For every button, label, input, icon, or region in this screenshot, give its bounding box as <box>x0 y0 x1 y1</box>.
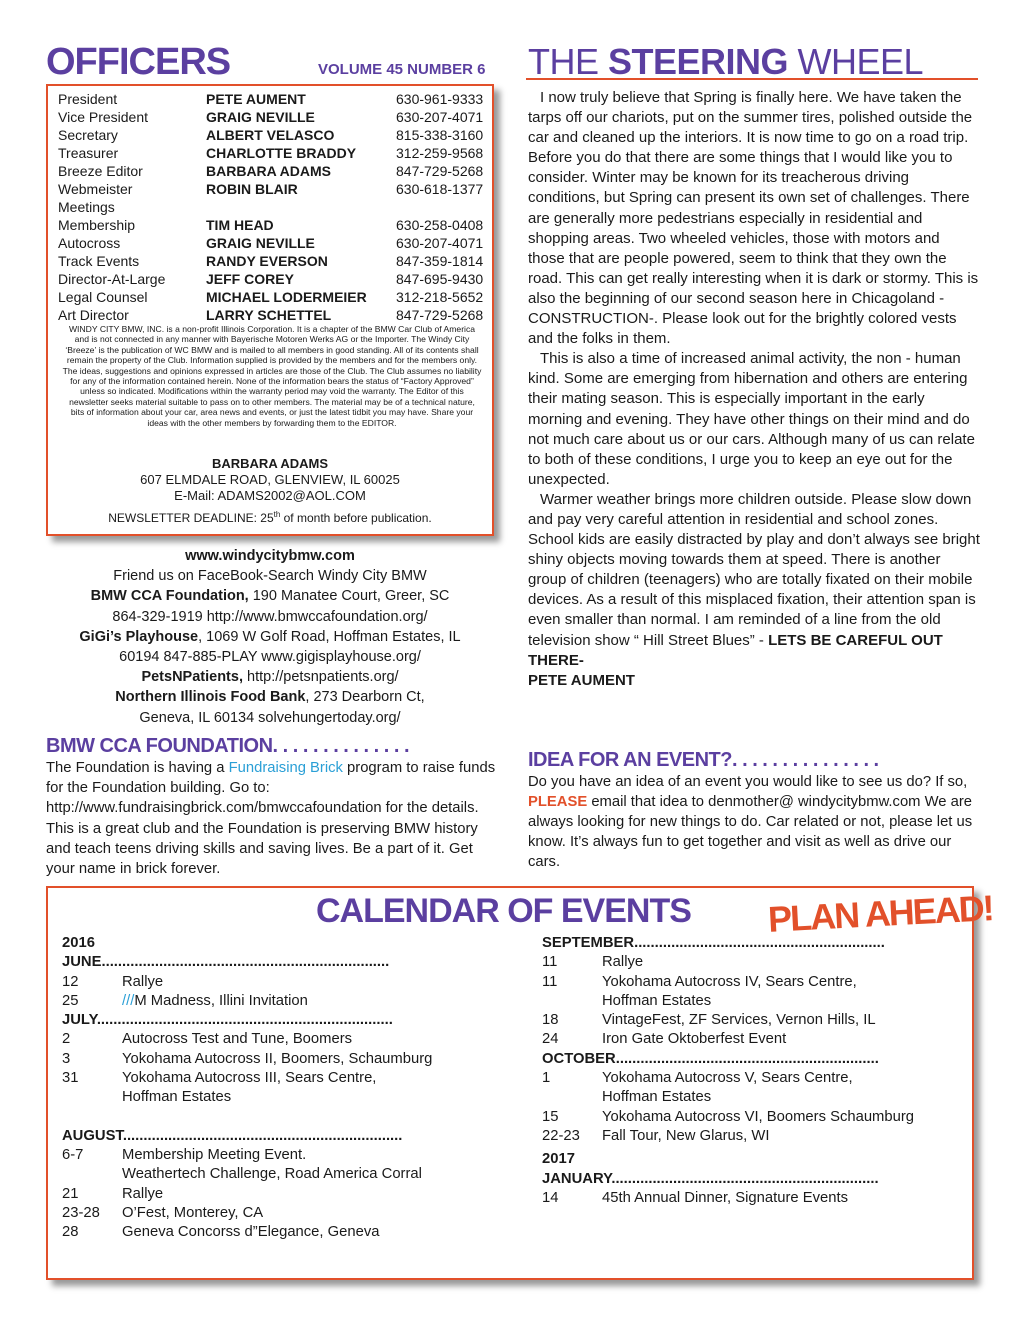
calendar-event-row <box>542 953 962 972</box>
event-name: Membership Meeting Event. <box>122 1146 307 1163</box>
officer-phone: 847-695-9430 <box>396 271 484 287</box>
steering-wheel-article <box>528 88 980 691</box>
facebook-line: Friend us on FaceBook-Search Windy City BMW <box>113 568 427 585</box>
officer-phone: 312-259-9568 <box>396 145 484 161</box>
idea-text: Do you have an idea of an event you would like to see us do? If so, PLEASE email that idea to denmother@ windycitybmw.com We are always looking for new things to do. Car related or not, please let us know. It’s always fun to get together and visit as well as drive our cars. <box>528 774 973 871</box>
gigi-address: , 1069 W Golf Road, Hoffman Estates, IL <box>198 628 461 645</box>
officer-name: GRAIG NEVILLE <box>206 235 315 251</box>
event-date: 18 <box>542 1012 559 1029</box>
calendar-event-row <box>62 1069 462 1088</box>
event-name: ///M Madness, Illini Invitation <box>122 992 308 1009</box>
calendar-event-row <box>542 1069 962 1088</box>
article-signature: PETE AUMENT <box>528 671 635 689</box>
event-date: 11 <box>542 973 558 990</box>
officer-name: PETE AUMENT <box>206 91 306 107</box>
officer-phone: 847-359-1814 <box>396 253 484 269</box>
officer-row <box>58 270 488 288</box>
links-block <box>46 546 494 728</box>
foundation-text: The Foundation is having a Fundraising Brick program to raise funds for the Foundation building. Go to: http://www.fundraisingbrick.com/bmwccafoundation for the details. This is a great club and the Foundation is preserving BMW history and teach teens driving skills and saving lives. Be a part of it. Get your name in brick forever. <box>46 760 496 878</box>
officer-role: Webmeister <box>58 181 133 197</box>
event-date: 31 <box>62 1070 79 1087</box>
officer-phone: 630-961-9333 <box>396 91 484 107</box>
officer-row <box>58 234 488 252</box>
calendar-event-row <box>62 1030 462 1049</box>
calendar-month-september: SEPTEMBER............................................................. <box>542 935 885 951</box>
event-name: Yokohama Autocross VI, Boomers Schaumburg <box>602 1108 914 1125</box>
foundation-contact: 864-329-1919 http://www.bmwccafoundation.org/ <box>112 608 428 625</box>
calendar-event-row <box>62 1185 462 1204</box>
foundation-title: BMW CCA FOUNDATION. . . . . . . . . . . . . . <box>46 735 410 757</box>
officer-role: Meetings <box>58 199 115 215</box>
event-date: 11 <box>542 954 558 971</box>
event-name: Rallye <box>602 954 644 971</box>
gigi-name: GiGi’s Playhouse <box>79 628 199 645</box>
website-link[interactable]: www.windycitybmw.com <box>185 548 355 564</box>
event-date: 21 <box>62 1185 79 1202</box>
event-name: Autocross Test and Tune, Boomers <box>122 1031 353 1048</box>
newsletter-deadline: NEWSLETTER DEADLINE: 25th of month before publication. <box>108 510 432 525</box>
volume-label: VOLUME 45 NUMBER 6 <box>318 61 486 78</box>
event-name: Iron Gate Oktoberfest Event <box>602 1031 787 1048</box>
calendar-event-row <box>62 1088 462 1107</box>
officer-role: Art Director <box>58 307 129 323</box>
plan-ahead-badge: PLAN AHEAD! <box>767 887 994 940</box>
officer-role: Track Events <box>58 253 140 269</box>
calendar-event-row <box>62 992 462 1011</box>
event-name: Fall Tour, New Glarus, WI <box>602 1127 770 1144</box>
calendar-title: CALENDAR OF EVENTS <box>316 892 691 930</box>
article-paragraph: Warmer weather brings more children outside. Please slow down and pay very careful attention in residential and school zones. School kids are easily distracted by play and don’t always see bright shiny objects moving towards them at speed. There is another group of children (teenagers) who are totally fixated on their mobile devices. As a result of this misplaced fixation, their attention span is even smaller than normal. I am reminded of a line from the old television show “ Hill Street Blues” - LETS BE CAREFUL OUT THERE- <box>528 490 980 669</box>
calendar-event-row <box>62 1223 462 1242</box>
event-date: 23-28 <box>62 1204 100 1221</box>
officer-name: CHARLOTTE BRADDY <box>206 145 357 161</box>
officer-role: President <box>58 91 118 107</box>
officer-name: ALBERT VELASCO <box>206 127 335 143</box>
event-date: 25 <box>62 992 79 1009</box>
officer-row <box>58 288 488 306</box>
officer-row <box>58 306 488 324</box>
officer-phone: 847-729-5268 <box>396 307 484 323</box>
pets-link[interactable]: http://petsnpatients.org/ <box>242 669 399 686</box>
calendar-event-row <box>542 973 962 992</box>
idea-title: IDEA FOR AN EVENT?. . . . . . . . . . . . . . . <box>528 749 879 771</box>
officer-name: BARBARA ADAMS <box>206 163 331 179</box>
calendar-month-june: JUNE...................................................................... <box>62 954 390 971</box>
event-name: Rallye <box>122 1185 164 1202</box>
food-bank-contact: Geneva, IL 60134 solvehungertoday.org/ <box>139 709 401 726</box>
event-name: VintageFest, ZF Services, Vernon Hills, IL <box>602 1012 876 1029</box>
article-paragraph: I now truly believe that Spring is finally here. We have taken the tarps off our chariots, put on the summer tires, polished outside the car and cleaned up the interiors. It is now time to go on a road trip. Before you do that there are some things that I would like you to consider. Winter may be known for its treacherous driving conditions, but Spring can present its own set of challenges. There are generally more pedestrians especially in residential and shopping areas. Two wheeled vehicles, those with motors and those that are people powered, seem to think that they own the road. This can get really interesting when it is dark or stormy. This is also the beginning of our second season here in Chicagoland - CONSTRUCTION-. Please look out for the brightly colored vests and the folks in them. <box>528 89 979 348</box>
calendar-right-column <box>542 934 962 1208</box>
event-date: 28 <box>62 1224 79 1241</box>
event-name: Hoffman Estates <box>602 1089 712 1106</box>
calendar-event-row <box>62 1146 462 1165</box>
calendar-event-row <box>62 1050 462 1069</box>
editor-address: 607 ELMDALE ROAD, GLENVIEW, IL 60025 <box>140 472 400 487</box>
calendar-event-row <box>542 1088 962 1107</box>
event-date: 2 <box>62 1031 71 1048</box>
calendar-event-row <box>542 1189 962 1208</box>
calendar-left-column <box>62 934 462 1242</box>
calendar-event-row <box>542 1108 962 1127</box>
officer-row <box>58 162 488 180</box>
calendar-event-row <box>62 1165 462 1184</box>
calendar-year: 2016 <box>62 935 95 951</box>
calendar-event-row <box>542 992 962 1011</box>
officer-row <box>58 108 488 126</box>
event-date: 12 <box>62 973 79 990</box>
editor-name: BARBARA ADAMS <box>211 456 329 471</box>
event-name: Yokohama Autocross IV, Sears Centre, <box>602 973 857 990</box>
editor-email: E-Mail: ADAMS2002@AOL.COM <box>174 488 366 503</box>
title-divider <box>526 78 978 80</box>
officer-phone: 815-338-3160 <box>396 127 484 143</box>
officer-name: RANDY EVERSON <box>206 253 328 269</box>
event-date: 6-7 <box>62 1146 84 1163</box>
officer-phone: 630-207-4071 <box>396 109 484 125</box>
officer-row <box>58 144 488 162</box>
officer-name: MICHAEL LODERMEIER <box>206 289 367 305</box>
event-date: 24 <box>542 1031 559 1048</box>
calendar-year: 2017 <box>542 1151 575 1168</box>
foundation-address: 190 Manatee Court, Greer, SC <box>248 588 450 605</box>
officer-row <box>58 90 488 108</box>
calendar-month-august: AUGUST.................................................................... <box>62 1127 403 1144</box>
foundation-name: BMW CCA Foundation, <box>90 588 249 605</box>
event-date: 15 <box>542 1108 559 1125</box>
food-bank-address: , 273 Dearborn Ct, <box>305 689 425 706</box>
officer-name: LARRY SCHETTEL <box>206 307 332 323</box>
officer-role: Director-At-Large <box>58 271 166 287</box>
event-name: Rallye <box>122 973 164 990</box>
calendar-event-row <box>542 1011 962 1030</box>
article-paragraph: This is also a time of increased animal activity, the non - human kind. Some are emerging from hibernation and others are entering their mating season. This is especially important in the early morning and evening. They have other things on their mind and do not much care about us or our cars. Although many of us can relate to both of these conditions, I urge you to keep an eye out for the unexpected. <box>528 350 975 488</box>
food-bank-name: Northern Illinois Food Bank <box>115 689 306 706</box>
officer-phone: 630-618-1377 <box>396 181 484 197</box>
officer-row <box>58 216 488 234</box>
fundraising-brick-link[interactable]: Fundraising Brick <box>228 760 343 776</box>
officer-name: ROBIN BLAIR <box>206 181 298 197</box>
officer-role: Legal Counsel <box>58 289 148 305</box>
calendar-month-july: JULY........................................................................ <box>62 1012 393 1029</box>
pets-name: PetsNPatients, <box>141 669 243 686</box>
event-name: Hoffman Estates <box>602 992 712 1009</box>
officer-phone: 847-729-5268 <box>396 163 484 179</box>
gigi-contact: 60194 847-885-PLAY www.gigisplayhouse.org/ <box>119 649 421 666</box>
event-date: 22-23 <box>542 1127 580 1144</box>
calendar-event-row <box>542 1030 962 1049</box>
event-name: Weathertech Challenge, Road America Corral <box>122 1166 422 1183</box>
officer-role: Vice President <box>58 109 149 125</box>
officer-role: Membership <box>58 217 136 233</box>
event-name: Hoffman Estates <box>122 1089 232 1106</box>
calendar-event-row <box>542 1127 962 1146</box>
officers-title: OFFICERS <box>46 41 231 83</box>
officer-role: Treasurer <box>58 145 119 161</box>
officer-phone: 630-258-0408 <box>396 217 484 233</box>
event-name: Geneva Concorss d”Elegance, Geneva <box>122 1224 380 1241</box>
officer-name: GRAIG NEVILLE <box>206 109 315 125</box>
event-name: Yokohama Autocross III, Sears Centre, <box>122 1070 377 1087</box>
officer-phone: 312-218-5652 <box>396 289 484 305</box>
calendar-month-october: OCTOBER................................................................ <box>542 1050 879 1067</box>
calendar-event-row <box>62 973 462 992</box>
calendar-event-row <box>62 1204 462 1223</box>
disclaimer-text: WINDY CITY BMW, INC. is a non-profit Illinois Corporation. It is a chapter of the BMW Car Club of America and is not connected in any manner with Bayerische Motoren Werks AG or the Importer. The Windy City ‘Breeze’ is the publication of WC BMW and is mailed to all members in good standing. All of its contents shall remain the property of the Club. Information supplied is provided by the members and for the members only. The ideas, suggestions and opinions expressed in articles are those of the Club. The Club assumes no liability for any of the information contained herein. None of the information bears the status of “Factory Approved” unless so indicated. Modifications within the warranty period may void the warranty. The Editor of this newsletter seeks material suitable to pass on to other members. The material may be of a technical nature, bits of information about your car, area news and events, or just the latest tidbit you may have. Share your ideas with the other members by forwarding them to the EDITOR. <box>62 324 482 428</box>
officer-role: Autocross <box>58 235 121 251</box>
officer-phone: 630-207-4071 <box>396 235 484 251</box>
please-emphasis: PLEASE <box>528 794 588 811</box>
officer-name: TIM HEAD <box>206 217 274 233</box>
event-name: Yokohama Autocross V, Sears Centre, <box>602 1070 853 1087</box>
event-name: Yokohama Autocross II, Boomers, Schaumburg <box>122 1050 433 1067</box>
officer-row <box>58 126 488 144</box>
officer-row <box>58 252 488 270</box>
officers-box <box>46 84 494 536</box>
officer-row <box>58 198 488 216</box>
officer-row <box>58 180 488 198</box>
officer-name: JEFF COREY <box>206 271 294 287</box>
event-date: 14 <box>542 1189 559 1206</box>
event-name: O’Fest, Monterey, CA <box>122 1204 264 1221</box>
event-date: 3 <box>62 1050 71 1067</box>
event-date: 1 <box>542 1070 551 1087</box>
officer-role: Secretary <box>58 127 118 143</box>
calendar-month-january: JANUARY................................................................. <box>542 1170 879 1187</box>
m-stripes-logo: /// <box>122 992 135 1009</box>
steering-wheel-title: THE STEERING WHEEL <box>528 41 924 82</box>
officer-role: Breeze Editor <box>58 163 143 179</box>
event-name: 45th Annual Dinner, Signature Events <box>602 1189 848 1206</box>
